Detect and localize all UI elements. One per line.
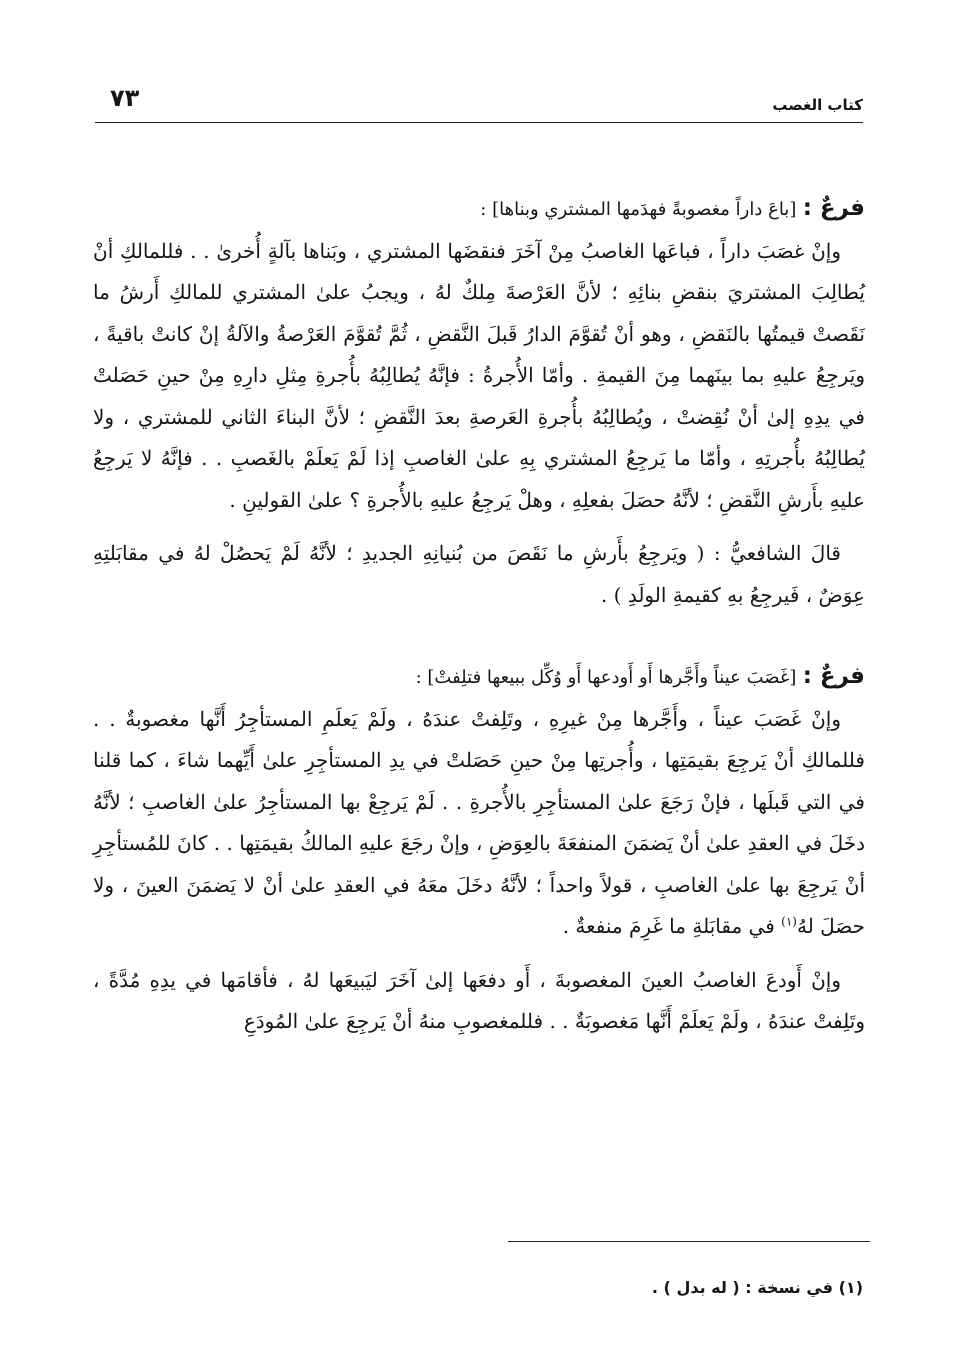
section-lease-or-deposit-of-usurped-item	[93, 656, 865, 1043]
heading-text: [باعَ داراً مغصوبةً فهدَمها المشتري وبناها] :	[480, 199, 797, 220]
heading-text: [غَصَبَ عيناً وأَجَّرها أَو أَودعها أَو وُكِّل ببيعها فتلِفتْ] :	[415, 667, 797, 688]
main-text	[93, 188, 865, 1043]
page-header	[95, 72, 863, 123]
section-heading	[93, 656, 865, 699]
footnote: (١) في نسخة : ( له بدل ) .	[651, 1278, 863, 1297]
paragraph: وإنْ أَودعَ الغاصبُ العينَ المغصوبةَ ، أَو دفعَها إلىٰ آخَرَ ليَبيعَها لهُ ، فأقامَها في يدِهِ مُدَّةً ، وتَلِفتْ عندَهُ ، ولَمْ يَعلَمْ أَنَّها مَغصوبَةٌ . . فللمغصوبِ منهُ أنْ يَرجِعَ علىٰ المُودَعِ	[93, 967, 865, 1033]
footnote-separator	[508, 1241, 870, 1242]
paragraph-body: وإنْ غَصَبَ عيناً ، وأَجَّرها مِنْ غيرِهِ ، وتَلِفتْ عندَهُ ، ولَمْ يَعلَمِ المستأجِرُ أَنَّها مغصوبةٌ . . فللمالكِ أنْ يَرجِعَ بقيمَتِها ، وأُجرتِها مِنْ حينِ حَصَلتْ في يدِ المستأجِرِ علىٰ أَيِّهما شاءَ ، كما قلنا في التي قَبلَها ، فإنْ رَجَعَ علىٰ المستأجِرِ بالأُجرةِ . . لَمْ يَرجِعْ بها المستأجِرُ علىٰ الغاصبِ ؛ لأنَّهُ دخَلَ في العقدِ علىٰ أنْ يَضمَنَ المنفعَةَ بالعِوَضِ ، وإنْ رجَعَ عليهِ المالكُ بقيمَتِها . . كانَ للمُستأجِرِ أنْ يَرجِعَ بها علىٰ الغاصبِ ، قولاً واحداً ؛ لأنَّهُ دخَلَ معَهُ في العقدِ علىٰ أنْ لا يَضمَنَ العينَ ، ولا حصَلَ لهُ	[93, 706, 865, 938]
heading-label: فرعٌ :	[802, 195, 865, 221]
section-heading	[93, 188, 865, 231]
paragraph: وإنْ غصَبَ داراً ، فباعَها الغاصبُ مِنْ آخَرَ فنقضَها المشتري ، وبَناها بآلةٍ أُخرىٰ . . فللمالكِ أنْ يُطالِبَ المشتريَ بنقضِ بنائِهِ ؛ لأنَّ العَرْصةَ مِلكٌ لهُ ، ويجبُ علىٰ المشتري للمالكِ أَرشُ ما نَقَصتْ قيمتُها بالنَقضِ ، وهو أنْ تُقوَّمَ الدارُ قَبلَ النَّقضِ ، ثُمَّ تُقوَّمَ العَرْصةُ والآلةُ إنْ كانتْ باقيةً ، ويَرجِعُ عليهِ بما بينَهما مِنَ القيمةِ . وأمّا الأُجرةُ : فإنَّهُ يُطالِبُهُ بأُجرةِ مِثلِ دارِهِ مِنْ حينِ حَصَلتْ في يدِهِ إلىٰ أنْ نُقِضتْ ، ويُطالِبُهُ بأُجرةِ العَرصةِ بعدَ النَّقضِ ؛ لأنَّ البناءَ الثاني للمشتري ، ولا يُطالِبُهُ بأُجرتِهِ ، وأمّا ما يَرجِعُ المشتري بِهِ علىٰ الغاصبِ إذا لَمْ يَعلَمْ بالغَصبِ . . فإنَّهُ لا يَرجِعُ عليهِ بأَرشِ النَّقضِ ؛ لأنَّهُ حصَلَ بفعلِهِ ، وهلْ يَرجِعُ عليهِ بالأُجرةِ ؟ علىٰ القولينِ .	[93, 238, 865, 512]
footnote-marker: (١)	[781, 914, 797, 929]
paragraph: قالَ الشافعيُّ : ( ويَرجِعُ بأَرشِ ما نَقَصَ من بُنيانِهِ الجديدِ ؛ لأنَّهُ لَمْ يَحصُلْ لهُ في مقابَلتِهِ عِوَضٌ ، فَيرجِعُ بهِ كقيمةِ الولَدِ ) .	[93, 541, 865, 607]
running-title: كتاب الغصب	[772, 96, 863, 114]
paragraph	[93, 699, 865, 948]
heading-label: فرعٌ :	[802, 663, 865, 689]
page-number: ٧٣	[110, 84, 140, 112]
section-sale-of-usurped-house	[93, 188, 865, 616]
paragraph-tail: في مقابَلةِ ما غَرِمَ منفعةٌ .	[562, 914, 775, 938]
